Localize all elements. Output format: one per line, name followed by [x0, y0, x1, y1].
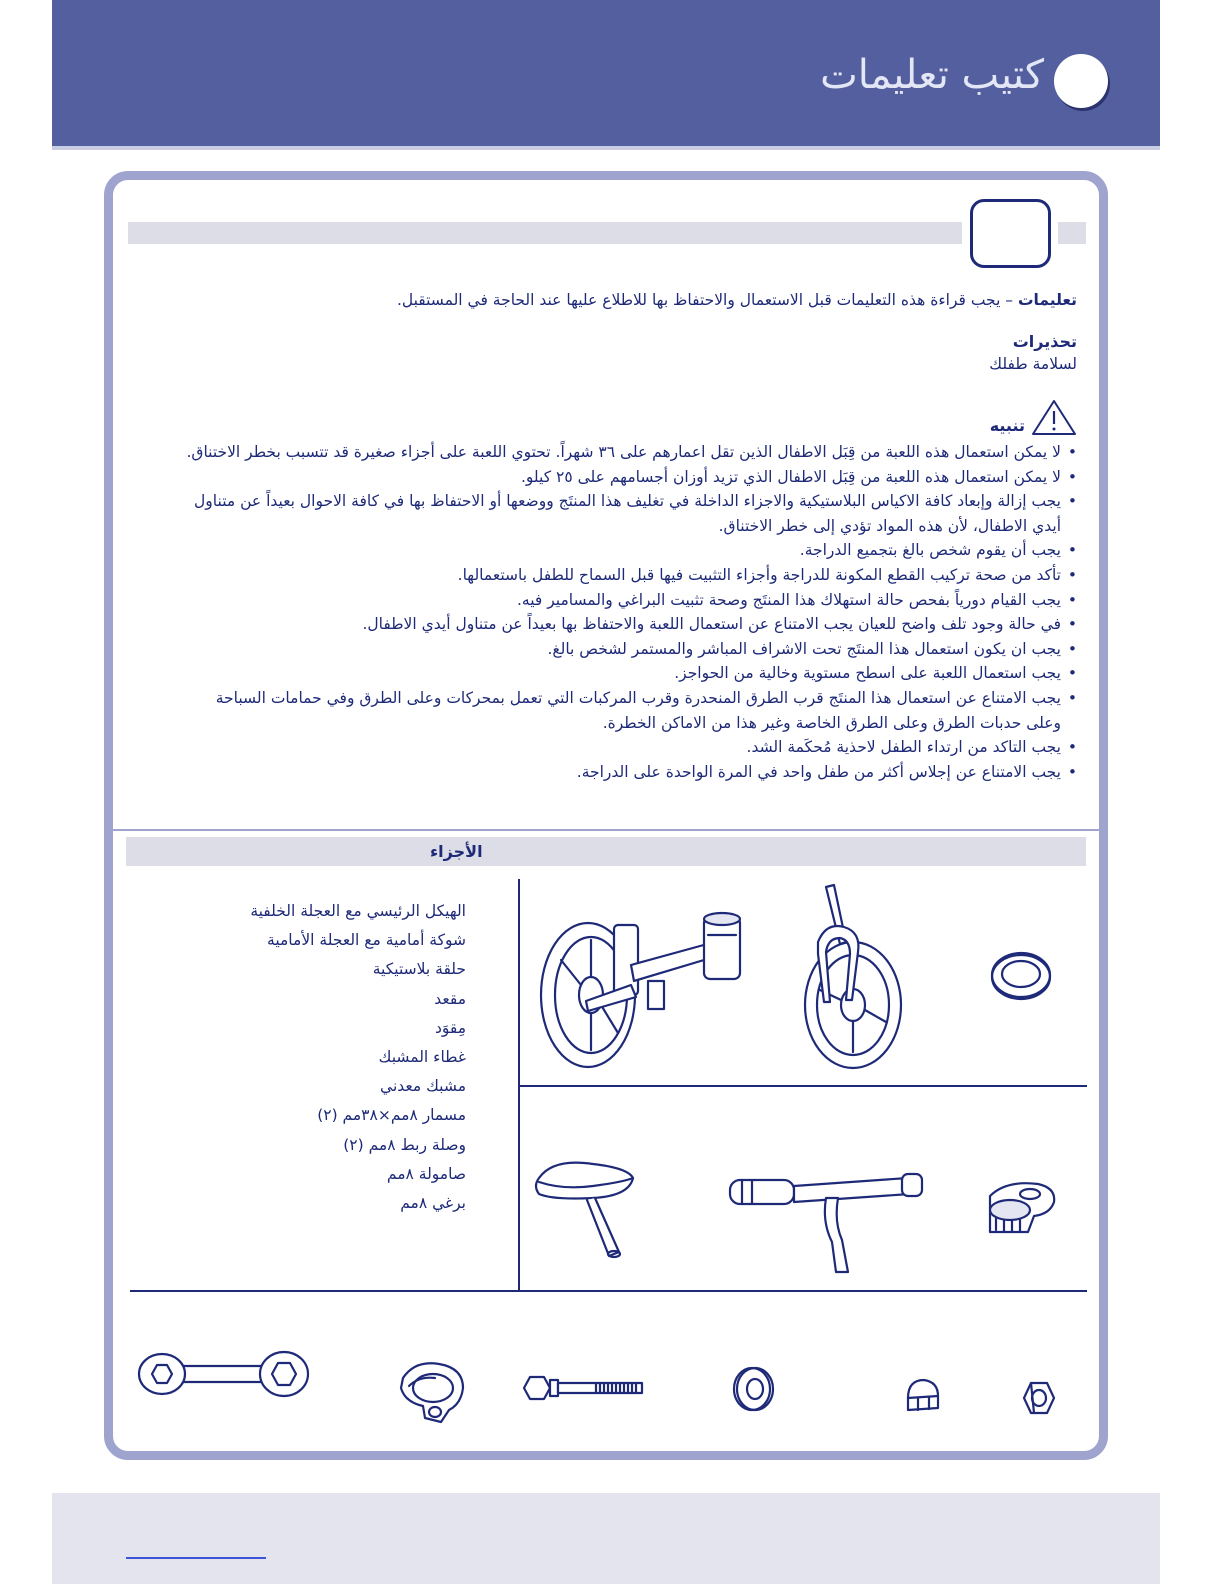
section-bar-tail: [1058, 222, 1086, 244]
warning-item: • يجب التاكد من ارتداء الطفل لاحذية مُحكَمة الشد.: [177, 735, 1077, 760]
caution-label: تنبيه: [989, 415, 1025, 435]
footer-link-underline: [126, 1557, 266, 1559]
cap-nut-illustration: [902, 1378, 942, 1416]
warning-item: • يجب استعمال اللعبة على اسطح مستوية وخالية من الحواجز.: [177, 661, 1077, 686]
warning-item: • في حالة وجود تلف واضح للعيان يجب الامتناع عن استعمال اللعبة والاحتفاظ بها بعيداً عن متناول أيدي الاطفال.: [177, 612, 1077, 637]
header-rule: [52, 146, 1160, 150]
footer-band: [52, 1493, 1160, 1584]
parts-grid-horizontal-line: [520, 1085, 1087, 1087]
handlebar-illustration: [728, 1172, 926, 1275]
content-frame: [104, 171, 1108, 1460]
part-item: صامولة ٨مم: [386, 1164, 466, 1183]
part-item: غطاء المشبك: [378, 1048, 466, 1067]
section-bar: [128, 222, 962, 244]
caution-row: [990, 398, 1077, 436]
part-item: مشبك معدني: [380, 1077, 466, 1096]
part-item: برغي ٨مم: [400, 1194, 466, 1213]
warning-item: • يجب إزالة وإبعاد كافة الاكياس البلاستيكية والاجزاء الداخلة في تغليف هذا المنتَج ووضعها أو الاحتفاظ بها في كافة الاحوال بعيداً عن متناول أيدي الاطفال، لأن هذه المواد تؤدي إلى خطر الاختناق.: [177, 489, 1077, 538]
part-item: وصلة ربط ٨مم (٢): [343, 1135, 466, 1154]
front-fork-wheel-illustration: [796, 882, 906, 1072]
instructions-label: تعليمات: [1017, 291, 1077, 309]
instructions-text: – يجب قراءة هذه التعليمات قبل الاستعمال والاحتفاظ بها للاطلاع عليها عند الحاجة في المستقبل.: [396, 291, 1018, 309]
bolt-illustration: [522, 1375, 646, 1401]
washer-illustration: [734, 1366, 776, 1412]
part-item: الهيكل الرئيسي مع العجلة الخلفية: [250, 902, 466, 920]
plastic-ring-illustration: [990, 950, 1052, 1000]
part-item: مسمار ٨مم×٣٨مم (٢): [317, 1106, 466, 1125]
warning-item: • لا يمكن استعمال هذه اللعبة من قِبَل الاطفال الذين تقل اعمارهم على ٣٦ شهراً. تحتوي اللعبة على أجزاء صغيرة قد تتسبب بخطر الاختناق.: [177, 440, 1077, 465]
parts-header-bar: [126, 837, 1086, 866]
warnings-heading: تحذيرات: [1012, 332, 1077, 351]
parts-title: الأجزاء: [430, 842, 483, 861]
warnings-list: [177, 440, 1077, 784]
warning-item: • يجب القيام دورياً بفحص حالة استهلاك هذا المنتَج وصحة تثبيت البراغي والمسامير فيه.: [177, 588, 1077, 613]
part-item: مِقوَد: [434, 1018, 466, 1037]
warning-item: • يجب الامتناع عن استعمال هذا المنتَج قرب الطرق المنحدرة وقرب المركبات التي تعمل بمحركات وعلى الطرق وفي حمامات السباحة وعلى حدبات الطرق وعلى الطرق الخاصة وغير هذا من الاماكن الخطرة.: [177, 686, 1077, 735]
warning-item: • يجب ان يكون استعمال هذا المنتَج تحت الاشراف المباشر والمستمر لشخص بالغ.: [177, 637, 1077, 662]
warning-item: • يجب الامتناع عن إجلاس أكثر من طفل واحد في المرة الواحدة على الدراجة.: [177, 760, 1077, 785]
part-item: حلقة بلاستيكية: [372, 960, 466, 979]
parts-grid-bottom-line: [130, 1290, 1087, 1292]
warning-item: • تأكد من صحة تركيب القطع المكونة للدراجة وأجزاء التثبيت فيها قبل السماح للطفل باستعمالها.: [177, 563, 1077, 588]
part-item: مقعد: [434, 989, 466, 1008]
header-circle-badge: [1054, 54, 1108, 108]
page-title: كتيب تعليمات: [820, 52, 1044, 98]
page-number-box: [970, 199, 1051, 268]
warning-triangle-icon: [1031, 398, 1077, 436]
wrench-illustration: [138, 1350, 310, 1398]
warnings-subheading: لسلامة طفلك: [989, 355, 1077, 373]
metal-clamp-illustration: [395, 1358, 467, 1424]
clamp-cover-illustration: [986, 1178, 1058, 1234]
main-frame-rear-wheel-illustration: [536, 905, 748, 1070]
seat-illustration: [533, 1158, 637, 1258]
section-divider: [113, 829, 1099, 831]
warning-item: • يجب أن يقوم شخص بالغ بتجميع الدراجة.: [177, 538, 1077, 563]
parts-list: [166, 897, 466, 1218]
instructions-paragraph: [137, 289, 1077, 311]
hex-nut-illustration: [1022, 1380, 1056, 1416]
warning-item: • لا يمكن استعمال هذه اللعبة من قِبَل الاطفال الذي تزيد أوزان أجسامهم على ٢٥ كيلو.: [177, 465, 1077, 490]
part-item: شوكة أمامية مع العجلة الأمامية: [267, 931, 466, 950]
